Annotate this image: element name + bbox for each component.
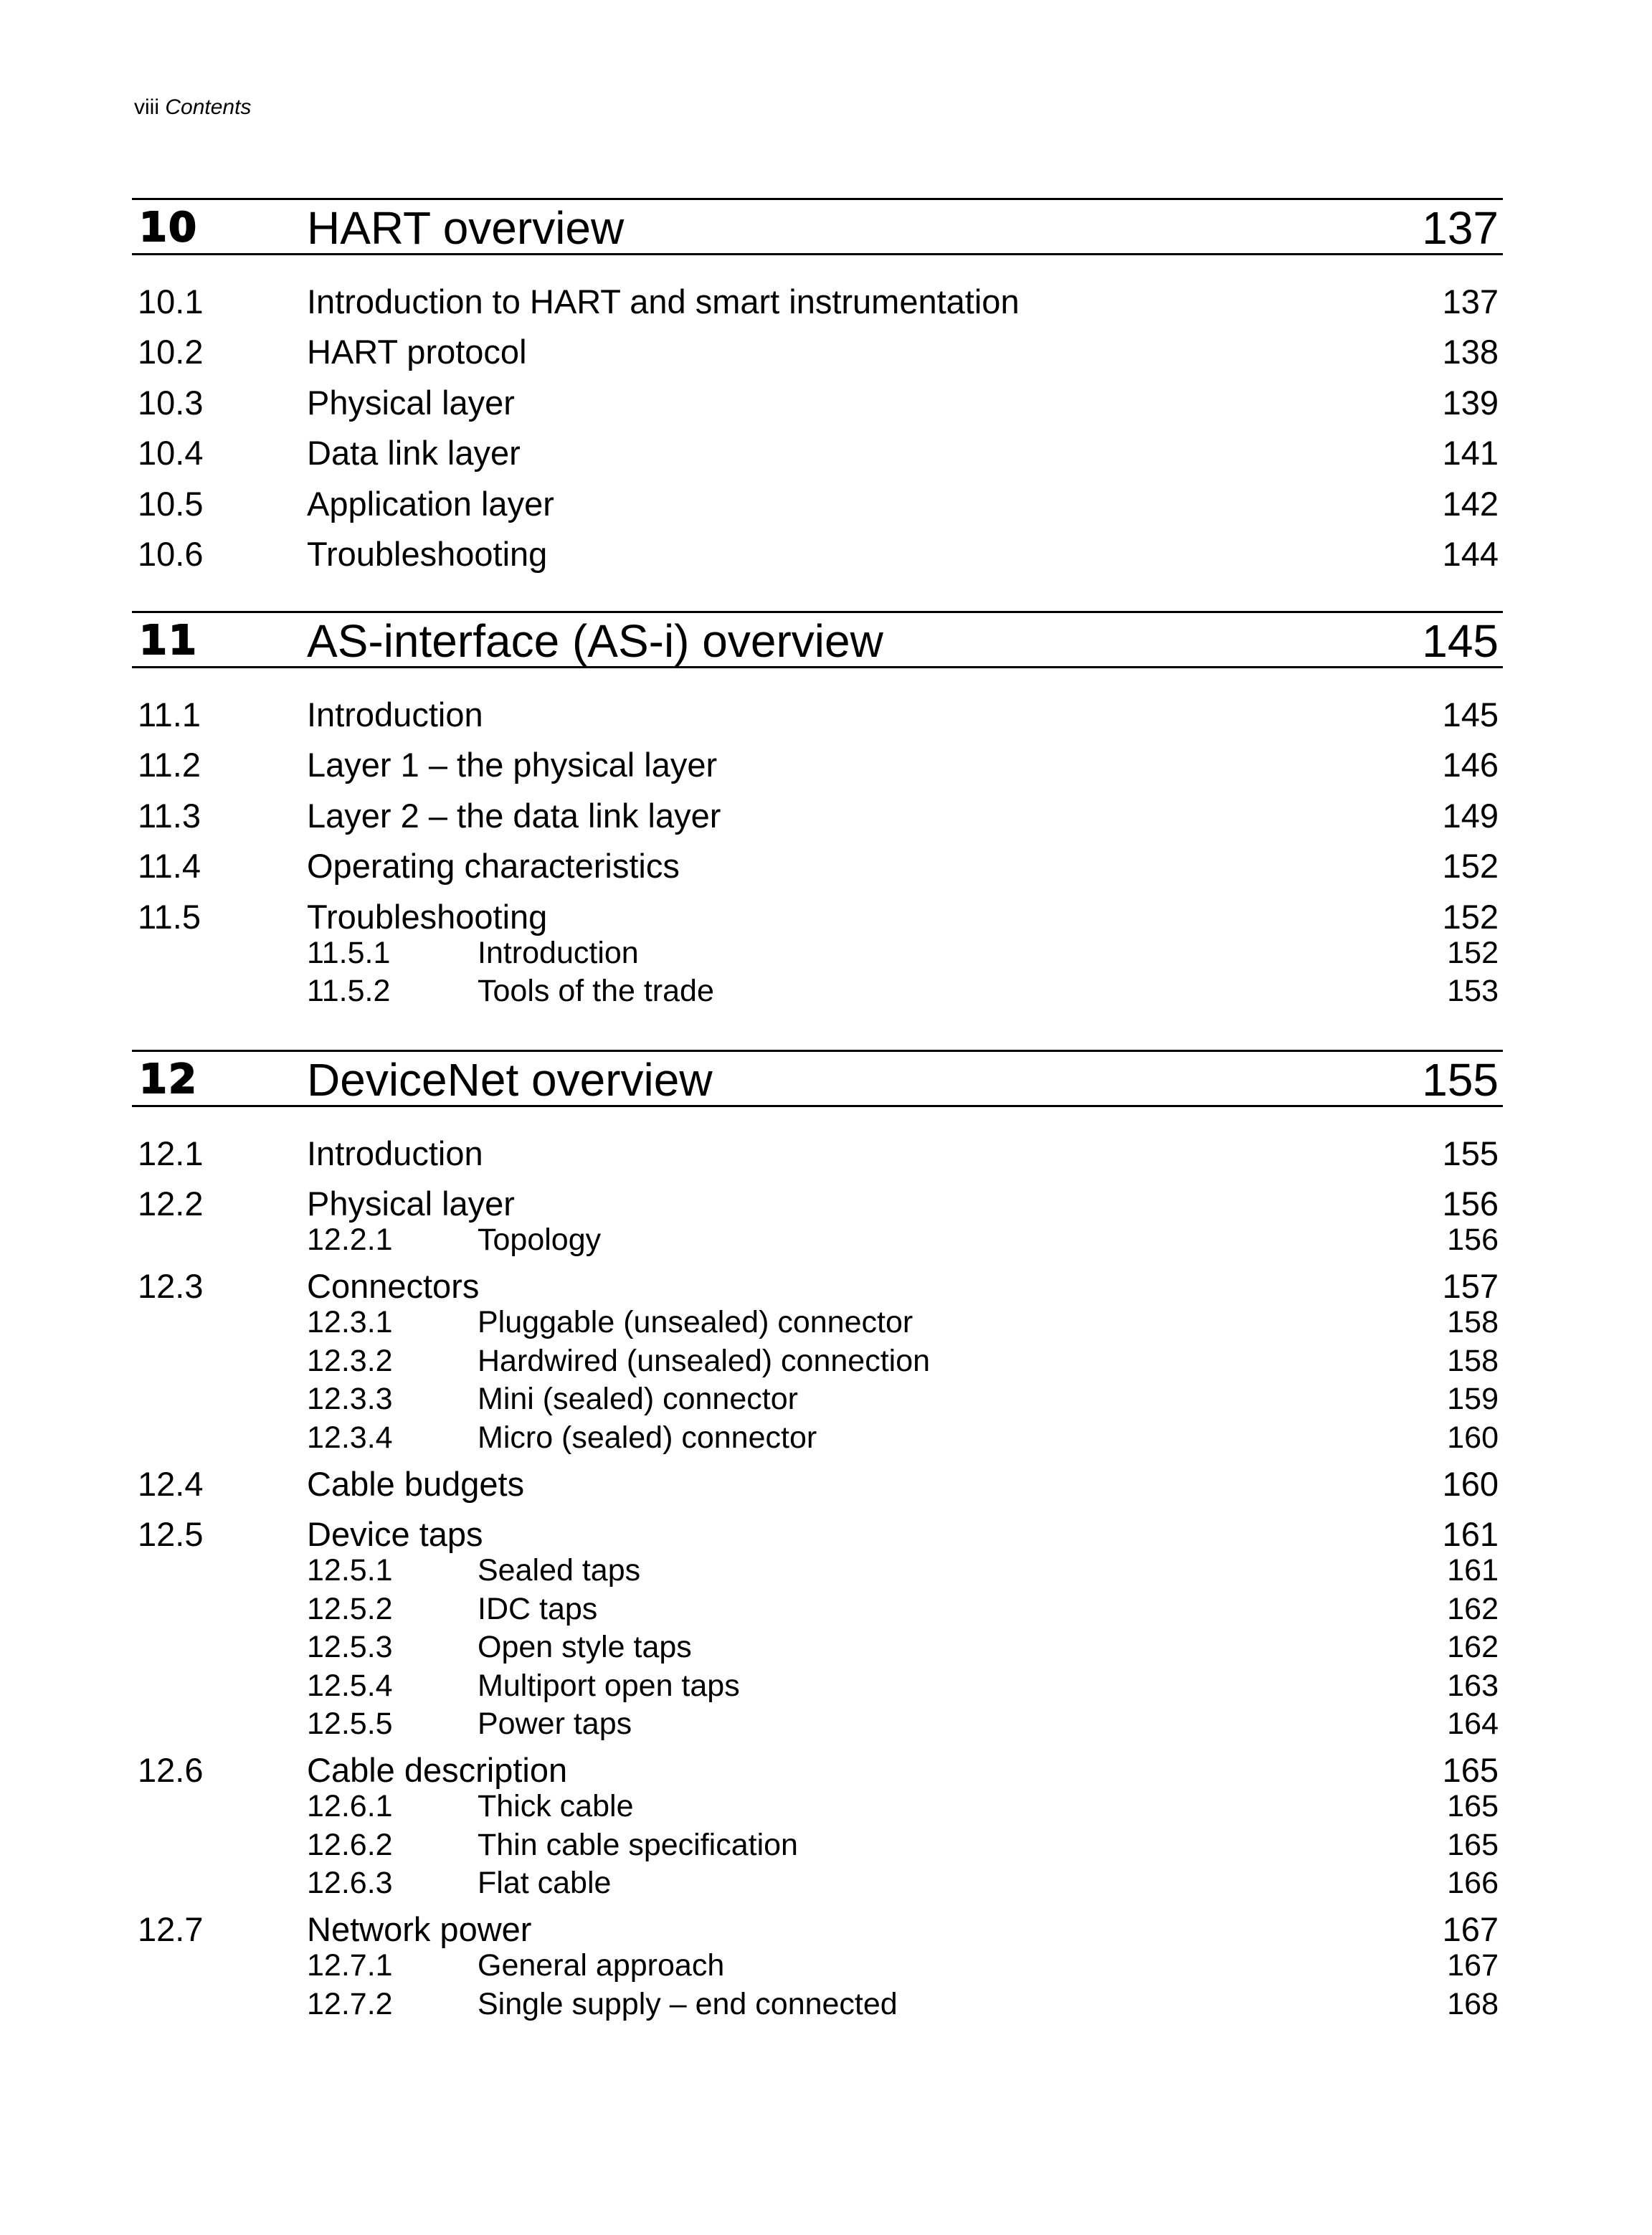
toc-section (132, 378, 1503, 428)
section-title: Introduction (307, 696, 483, 734)
subsection-title: Micro (sealed) connector (478, 1420, 817, 1455)
toc-subsection (132, 972, 1503, 1010)
subsection-title: Topology (478, 1223, 602, 1258)
subsection-number: 12.5.2 (307, 1591, 393, 1626)
section-number: 12.7 (138, 1910, 204, 1949)
section-title: Layer 2 – the data link layer (307, 796, 721, 835)
toc-section (132, 1459, 1503, 1509)
subsection-number: 12.3.1 (307, 1305, 393, 1340)
subsection-page: 162 (1447, 1630, 1499, 1665)
section-number: 12.2 (138, 1185, 204, 1223)
toc-section (132, 1745, 1503, 1790)
subsection-number: 12.7.1 (307, 1948, 393, 1983)
section-page: 165 (1442, 1751, 1499, 1790)
subsection-number: 12.3.3 (307, 1382, 393, 1417)
toc-section (132, 1509, 1503, 1554)
page-number-roman: viii (134, 95, 159, 119)
section-title: Application layer (307, 484, 554, 523)
section-title: Network power (307, 1910, 532, 1949)
subsection-page: 163 (1447, 1668, 1499, 1703)
subsection-number: 12.2.1 (307, 1223, 393, 1258)
toc-section (132, 1179, 1503, 1223)
subsection-title: Hardwired (unsealed) connection (478, 1343, 931, 1378)
chapter-header (132, 611, 1503, 668)
chapter-number: 10 (139, 204, 198, 251)
toc-subsection (132, 1590, 1503, 1628)
subsection-page: 162 (1447, 1591, 1499, 1626)
section-title: Layer 1 – the physical layer (307, 746, 718, 784)
section-number: 12.6 (138, 1751, 204, 1790)
subsection-page: 158 (1447, 1305, 1499, 1340)
section-number: 10.4 (138, 434, 204, 473)
running-header-title: Contents (165, 95, 252, 119)
section-page: 138 (1442, 333, 1499, 371)
subsection-page: 168 (1447, 1986, 1499, 2021)
toc-section (132, 428, 1503, 478)
section-number: 12.4 (138, 1464, 204, 1503)
running-header (134, 92, 251, 123)
section-title: Operating characteristics (307, 847, 680, 886)
subsection-number: 12.5.1 (307, 1553, 393, 1588)
section-page: 161 (1442, 1515, 1499, 1554)
subsection-page: 165 (1447, 1789, 1499, 1824)
toc-section (132, 791, 1503, 841)
section-number: 11.5 (138, 897, 201, 936)
section-page: 146 (1442, 746, 1499, 784)
section-title: Troubleshooting (307, 897, 548, 936)
section-number: 12.5 (138, 1515, 204, 1554)
chapter-title: DeviceNet overview (307, 1054, 713, 1106)
subsection-page: 158 (1447, 1343, 1499, 1378)
toc-section (132, 1261, 1503, 1306)
subsection-number: 12.6.1 (307, 1789, 393, 1824)
section-title: Introduction to HART and smart instrumentation (307, 283, 1020, 321)
section-page: 139 (1442, 383, 1499, 422)
section-page: 144 (1442, 534, 1499, 573)
section-title: Physical layer (307, 1185, 515, 1223)
section-page: 160 (1442, 1464, 1499, 1503)
toc-subsection (132, 1628, 1503, 1666)
toc-section (132, 529, 1503, 579)
section-page: 157 (1442, 1267, 1499, 1306)
toc-section (132, 277, 1503, 327)
section-list (132, 668, 1503, 1010)
toc-section (132, 327, 1503, 377)
chapter-title: HART overview (307, 202, 625, 254)
subsection-page: 156 (1447, 1223, 1499, 1258)
subsection-number: 11.5.1 (307, 935, 391, 970)
toc-section (132, 841, 1503, 891)
subsection-title: Power taps (478, 1707, 632, 1742)
subsection-title: Flat cable (478, 1866, 612, 1901)
toc-section (132, 740, 1503, 790)
subsection-title: Introduction (478, 935, 639, 970)
toc-subsection (132, 1551, 1503, 1590)
subsection-page: 166 (1447, 1866, 1499, 1901)
section-page: 141 (1442, 434, 1499, 473)
section-title: Physical layer (307, 383, 515, 422)
subsection-number: 12.3.2 (307, 1343, 393, 1378)
subsection-number: 12.7.2 (307, 1986, 393, 2021)
toc-subsection (132, 1826, 1503, 1864)
subsection-title: IDC taps (478, 1591, 598, 1626)
subsection-number: 12.5.5 (307, 1707, 393, 1742)
section-page: 167 (1442, 1910, 1499, 1949)
section-number: 10.2 (138, 333, 204, 371)
toc-subsection (132, 1666, 1503, 1705)
subsection-title: Pluggable (unsealed) connector (478, 1305, 913, 1340)
subsection-page: 161 (1447, 1553, 1499, 1588)
chapter-number: 12 (139, 1056, 198, 1103)
section-page: 145 (1442, 696, 1499, 734)
section-title: Cable description (307, 1751, 568, 1790)
toc-subsection (132, 1946, 1503, 1985)
toc-section (132, 1129, 1503, 1179)
chapter-page: 137 (1422, 202, 1499, 254)
section-number: 10.6 (138, 534, 204, 573)
subsection-title: Thick cable (478, 1789, 634, 1824)
section-number: 11.1 (138, 696, 201, 734)
subsection-number: 12.6.3 (307, 1866, 393, 1901)
subsection-page: 167 (1447, 1948, 1499, 1983)
chapter-page: 145 (1422, 615, 1499, 667)
section-number: 10.1 (138, 283, 204, 321)
chapter-10 (132, 198, 1503, 579)
toc-subsection (132, 1787, 1503, 1826)
subsection-title: Tools of the trade (478, 974, 714, 1009)
subsection-title: Mini (sealed) connector (478, 1382, 798, 1417)
section-number: 10.3 (138, 383, 204, 422)
toc-subsection (132, 1985, 1503, 2023)
section-number: 10.5 (138, 484, 204, 523)
toc-subsection (132, 1342, 1503, 1380)
chapter-title: AS-interface (AS-i) overview (307, 615, 883, 667)
toc-subsection (132, 1864, 1503, 1904)
section-title: Data link layer (307, 434, 521, 473)
toc-section (132, 892, 1503, 934)
section-title: Device taps (307, 1515, 483, 1554)
subsection-page: 164 (1447, 1707, 1499, 1742)
section-page: 142 (1442, 484, 1499, 523)
section-page: 152 (1442, 897, 1499, 936)
section-number: 11.3 (138, 796, 201, 835)
section-title: HART protocol (307, 333, 527, 371)
chapter-header (132, 198, 1503, 255)
section-page: 156 (1442, 1185, 1499, 1223)
section-page: 137 (1442, 283, 1499, 321)
chapter-page: 155 (1422, 1054, 1499, 1106)
subsection-title: Open style taps (478, 1630, 692, 1665)
subsection-title: Single supply – end connected (478, 1986, 898, 2021)
section-title: Troubleshooting (307, 534, 548, 573)
section-title: Cable budgets (307, 1464, 525, 1503)
section-title: Connectors (307, 1267, 480, 1306)
subsection-page: 153 (1447, 974, 1499, 1009)
subsection-title: Sealed taps (478, 1553, 641, 1588)
section-page: 155 (1442, 1134, 1499, 1172)
toc-subsection (132, 934, 1503, 972)
section-page: 149 (1442, 796, 1499, 835)
section-list (132, 1107, 1503, 2023)
section-number: 11.4 (138, 847, 201, 886)
section-title: Introduction (307, 1134, 483, 1172)
section-number: 12.1 (138, 1134, 204, 1172)
toc-subsection (132, 1303, 1503, 1342)
chapter-12 (132, 1050, 1503, 2023)
toc-subsection (132, 1220, 1503, 1261)
chapter-number: 11 (139, 617, 198, 664)
chapter-header (132, 1050, 1503, 1107)
subsection-title: Thin cable specification (478, 1827, 798, 1862)
subsection-number: 12.3.4 (307, 1420, 393, 1455)
section-page: 152 (1442, 847, 1499, 886)
subsection-number: 12.5.3 (307, 1630, 393, 1665)
subsection-page: 159 (1447, 1382, 1499, 1417)
toc-section (132, 479, 1503, 529)
subsection-number: 12.6.2 (307, 1827, 393, 1862)
toc-subsection (132, 1418, 1503, 1459)
subsection-number: 11.5.2 (307, 974, 391, 1009)
section-number: 11.2 (138, 746, 201, 784)
subsection-page: 152 (1447, 935, 1499, 970)
subsection-page: 160 (1447, 1420, 1499, 1455)
toc-subsection (132, 1704, 1503, 1745)
section-number: 12.3 (138, 1267, 204, 1306)
subsection-title: Multiport open taps (478, 1668, 740, 1703)
toc-section (132, 690, 1503, 740)
subsection-number: 12.5.4 (307, 1668, 393, 1703)
chapter-11 (132, 611, 1503, 1010)
toc-section (132, 1904, 1503, 1949)
toc-subsection (132, 1380, 1503, 1418)
section-list (132, 255, 1503, 579)
subsection-title: General approach (478, 1948, 725, 1983)
subsection-page: 165 (1447, 1827, 1499, 1862)
